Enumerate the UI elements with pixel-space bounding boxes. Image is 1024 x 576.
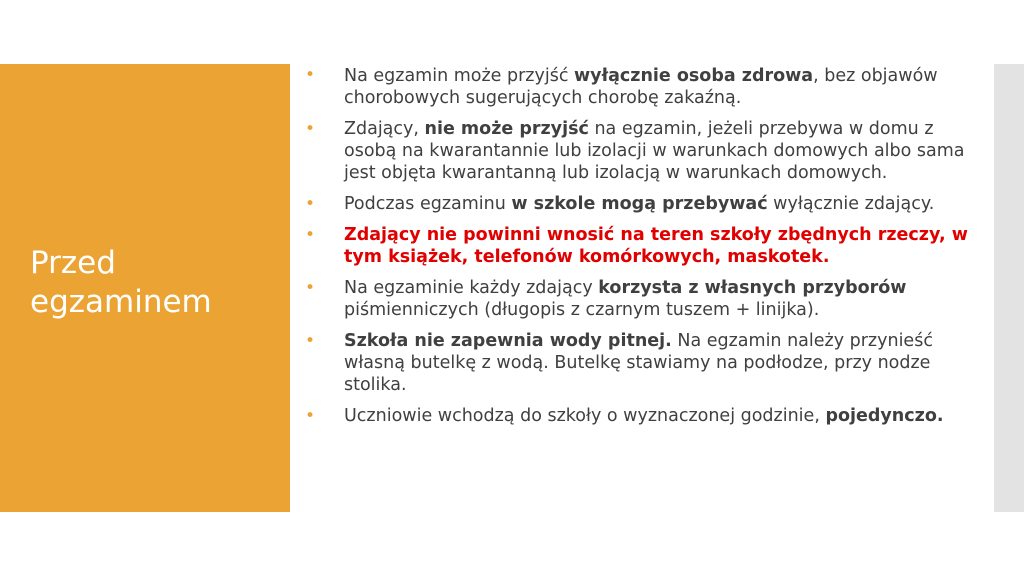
bullet-item-only-examinees (305, 193, 991, 215)
bullet-emphasis: wyłącznie osoba zdrowa (574, 66, 814, 86)
bullet-dot-icon: • (305, 406, 316, 426)
bullet-text: Na egzamin może przyjść (344, 66, 575, 86)
bullet-warning-text: Zdający nie powinni wnosić na teren szkoły zbędnych rzeczy, w tym książek, telefonów komórkowych, maskotek. (344, 225, 968, 267)
bullet-item-entry-time (305, 405, 991, 427)
bullet-text: Podczas egzaminu (344, 194, 512, 214)
bullet-emphasis: Szkoła nie zapewnia wody pitnej. (344, 331, 672, 351)
bullet-dot-icon: • (305, 278, 316, 298)
bullet-text: piśmienniczych (długopis z czarnym tuszem + linijka). (344, 300, 820, 320)
bullet-emphasis: w szkole mogą przebywać (511, 194, 768, 214)
bullet-text: Uczniowie wchodzą do szkoły o wyznaczonej godzinie, (344, 406, 826, 426)
bullet-dot-icon: • (305, 65, 316, 85)
slide-title: Przed egzaminem (30, 245, 212, 320)
bullet-item-no-items-warning (305, 224, 991, 268)
bullet-emphasis: nie może przyjść (424, 119, 589, 139)
bullet-text: wyłącznie zdający. (767, 194, 935, 214)
bullet-dot-icon: • (305, 225, 316, 245)
bullet-dot-icon: • (305, 194, 316, 214)
bullet-dot-icon: • (305, 331, 316, 351)
bullet-dot-icon: • (305, 119, 316, 139)
bullet-item-own-supplies (305, 277, 991, 321)
bullet-text: na egzamin, jeżeli przebywa w domu z osobą na kwarantannie lub izolacji w warunkach domowych albo sama jest objęta kwarantanną lub izolacją w warunkach domowych. (344, 119, 965, 183)
bullet-emphasis: pojedynczo. (825, 406, 944, 426)
bullet-list (305, 64, 991, 427)
bullet-emphasis: korzysta z własnych przyborów (598, 278, 907, 298)
bullet-text: , bez objawów chorobowych sugerujących chorobę zakaźną. (344, 66, 938, 108)
right-side-bar (994, 64, 1024, 512)
bullet-text: Zdający, (344, 119, 425, 139)
bullet-item-water (305, 330, 991, 396)
content-area (305, 64, 991, 512)
bullet-text: Na egzamin należy przynieść własną butelkę z wodą. Butelkę stawiamy na podłodze, przy nodze stolika. (344, 331, 933, 395)
bullet-item-healthy-only (305, 64, 991, 109)
bullet-item-quarantine (305, 118, 991, 184)
bullet-text: Na egzaminie każdy zdający (344, 278, 599, 298)
